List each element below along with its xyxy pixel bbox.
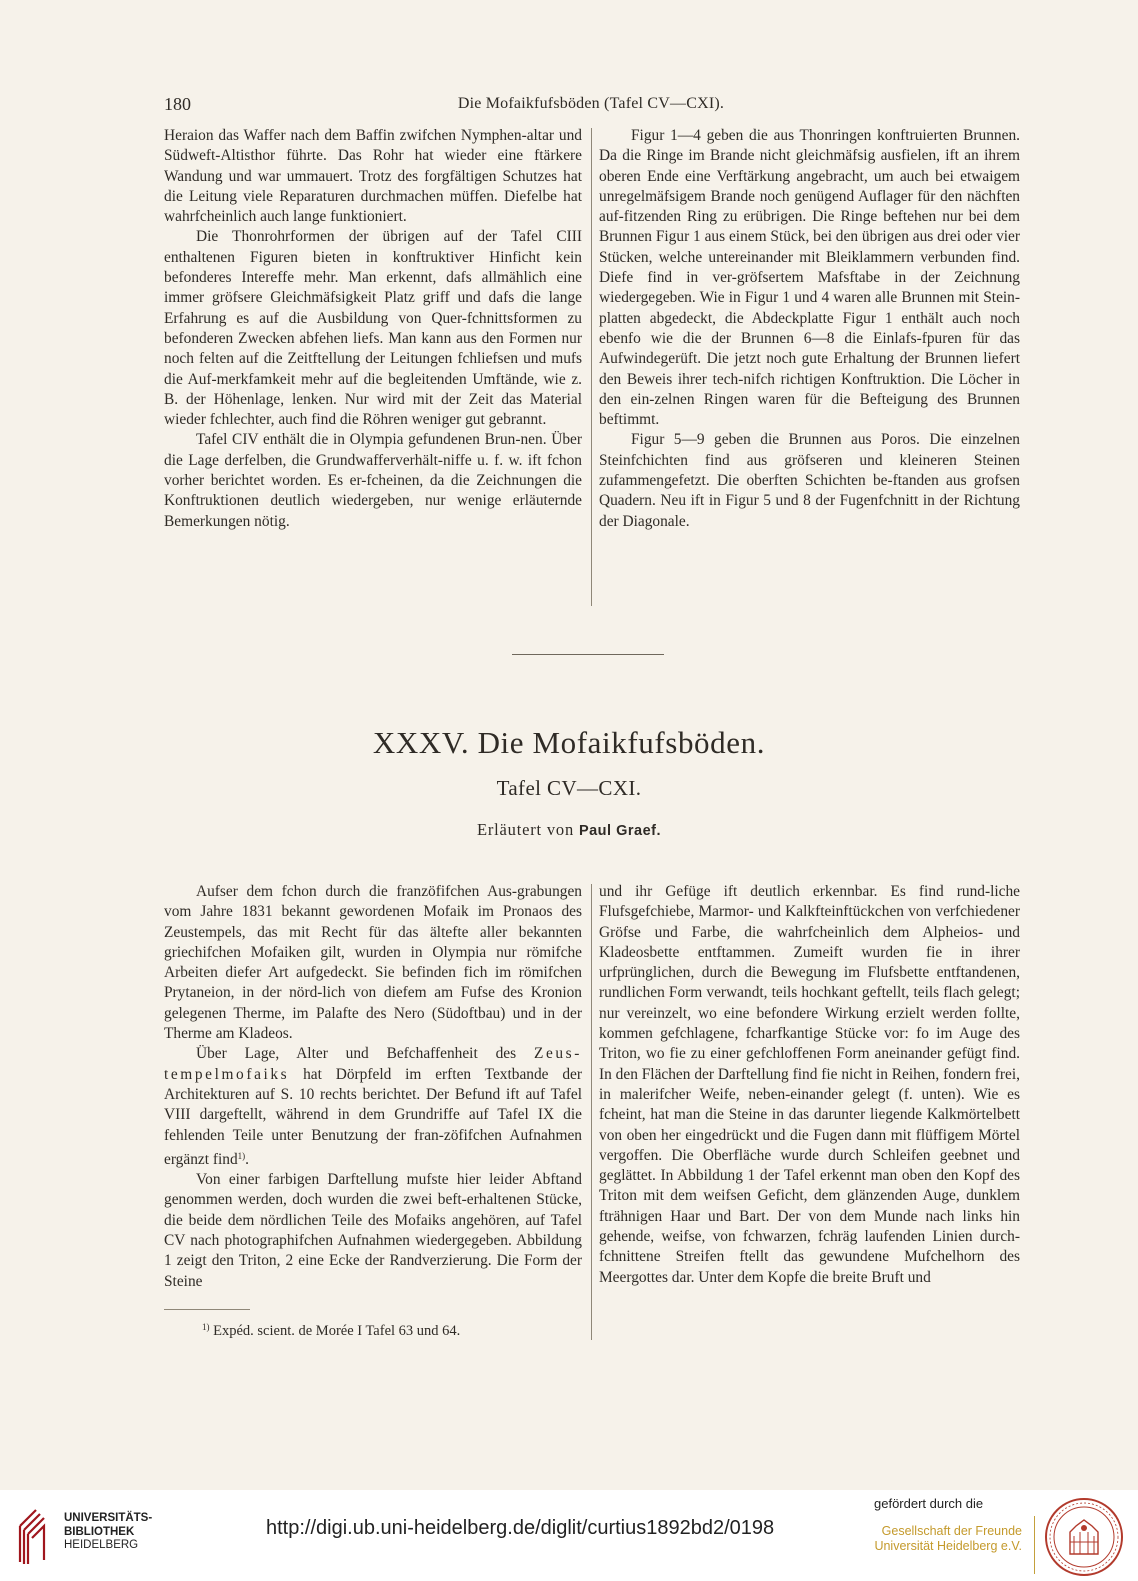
footnote-mark: 1) — [202, 1322, 210, 1332]
paragraph: Die Thonrohrformen der übrigen auf der Tafel CIII enthaltenen Figuren bieten in konftruktiver Hinficht kein befonderes Intereffe mehr. Man erkennt, dafs allmählich eine immer gröfsere Gleichmäfsigkeit Platz griff und dafs die lange Erfahrung es auf die Ausbildung von Quer-fchnittsformen zu befonderen Zwecken abfehen liefs. Man kann aus den Formen nur noch felten auf die Zeitftellung der Leitungen fchliefsen und mufs die Auf-merkfamkeit mehr auf die begleitenden Umftände, wie z. B. der Höhenlage, lenken. Nur wird mit der Zeit das Material wieder fchlechter, auch find die Röhren weniger gut gebrannt. — [164, 228, 582, 429]
running-header — [164, 94, 1018, 116]
text-run: . — [245, 1150, 250, 1168]
column-divider — [591, 884, 592, 1340]
university-seal-icon — [1042, 1496, 1126, 1578]
upper-right-column — [599, 126, 1020, 532]
lower-left-column — [164, 882, 582, 1292]
running-title: Die Mofaikfufsböden (Tafel CV—CXI). — [457, 95, 725, 112]
author-name: Paul Graef. — [578, 823, 661, 839]
text-run: hat Dörpfeld im erften Textbande der Architekturen auf S. 10 rechts berichtet. Der Befund ift auf Tafel VIII dargeftellt, während in dem Grundriffe auf Tafel IX die fehlenden Teile unter Benutzung der fran-zöfifchen Aufnahmen ergänzt find — [164, 1065, 582, 1168]
sponsor-name: Gesellschaft der Freunde Universität Heidelberg e.V. — [874, 1524, 1022, 1553]
sponsor-label: gefördert durch die — [874, 1496, 984, 1511]
sponsor-divider — [1034, 1516, 1035, 1574]
section-byline — [0, 820, 1138, 840]
text-run: Über Lage, Alter und Befchaffenheit des — [196, 1045, 517, 1063]
library-logo-icon — [14, 1502, 56, 1570]
section-subtitle: Tafel CV—CXI. — [496, 776, 642, 800]
paragraph — [164, 1044, 582, 1170]
paragraph: Heraion das Waffer nach dem Baffin zwifchen Nymphen-altar und Südweft-Altisthor führte. Das Rohr hat wieder eine ftärkere Wandung und war ummauert. Trotz des forgfältigen Schutzes hat die Leitung viele Reparaturen durchmachen müffen. Diefelbe hat wahrfcheinlich auch lange funktioniert. — [164, 127, 582, 226]
permalink-url[interactable]: http://digi.ub.uni-heidelberg.de/diglit/curtius1892bd2/0198 — [266, 1517, 775, 1539]
footnote-ref[interactable]: 1) — [237, 1150, 246, 1161]
paragraph: Aufser dem fchon durch die franzöfifchen Aus-grabungen vom Jahre 1831 bekannt gewordenen Mofaik im Pronaos des Zeustempels, das mit Recht für das ältefte aller bekannten griechifchen Mofaiken gilt, wurden in Olympia nur römifche Arbeiten diefer Art aufgedeckt. Sie befinden fich im römifchen Prytaneion, in der nörd-lich von diefem am Fufse des Kronion gelegenen Therme, im Palafte des Nero (Südoftbau) und in der Therme am Kladeos. — [164, 883, 582, 1043]
section-title: XXXV. Die Mofaikfufsböden. — [372, 725, 766, 760]
library-name: UNIVERSITÄTS- BIBLIOTHEK HEIDELBERG — [64, 1512, 153, 1551]
spaced-term: Zeus-tempelmofaiks — [164, 1045, 582, 1083]
paragraph: und ihr Gefüge ift deutlich erkennbar. Es find rund-liche Flufsgefchiebe, Marmor- und Kalkfteinftückchen von verfchiedener Gröfse und Farbe, die wahrfcheinlich dem Alpheios- und Kladeosbette entftammen. Zumeift wurden fie in ihrer urfprünglichen, durch die Bewegung im Flufsbette entftandenen, rundlichen Form verwandt, teils hochkant geftellt, teils flach gelegt; nur vereinzelt, wo eine befondere Wirkung erzielt werden follte, kommen gefchlagene, fcharfkantige Stücke vor: fo im Auge des Triton, wo fie zu einer gefchloffenen Form aneinander gefügt find. In den Flächen der Darftellung find fie nicht in Reihen, fondern frei, in malerifcher Weife, neben-einander gelegt (f. unten). Wie es fcheint, hat man die Steine in das darunter liegende Kalkmörtelbett von oben her eingedrückt und die Fugen dann mit flüffigem Mörtel vergoffen. Die Oberfläche wurde durch Schleifen geebnet und geglättet. In Abbildung 1 der Tafel erkennt man oben den Kopf des Triton mit dem weifsen Geficht, dem glänzenden Auge, dunklem fträhnigen Haar und Bart. Der von dem Munde nach links hin gehende, weifse, von fchwarzen, fchräg laufenden Linien durch-fchnittene Streifen ftellt das gewundene Mufchelhorn des Meergottes dar. Unter dem Kopfe die breite Bruft und — [599, 883, 1020, 1286]
section-separator — [512, 654, 664, 655]
byline-prefix: Erläutert von — [477, 820, 574, 839]
footnote-text: Expéd. scient. de Morée I Tafel 63 und 64. — [213, 1323, 461, 1339]
digitization-footer — [0, 1490, 1138, 1581]
paragraph: Figur 5—9 geben die Brunnen aus Poros. Die einzelnen Steinfchichten find aus gröfseren und kleineren Steinen zufammengefetzt. Die oberften Schichten be-ftanden aus grofsen Quadern. Neu ift in Figur 5 und 8 der Fugenfchnitt in der Richtung der Diagonale. — [599, 431, 1020, 530]
paragraph: Figur 1—4 geben die aus Thonringen konftruierten Brunnen. Da die Ringe im Brande nicht gleichmäfsig ausfielen, ift an ihrem oberen Ende eine Verftärkung angebracht, um auch bei etwaigem unregelmäfsigem Brande noch genügend Auflager für den nächften auf-fitzenden Ring zu erübrigen. Die Ringe beftehen nur bei dem Brunnen Figur 1 aus einem Stück, bei den übrigen aus drei oder vier Stücken, welche untereinander mit Bleiklammern verbunden find. Diefe find in ver-gröfsertem Mafsftabe in der Zeichnung wiedergegeben. Wie in Figur 1 und 4 waren alle Brunnen mit Stein-platten abgedeckt, die Abdeckplatte Figur 1 enthält auch noch ebenfo wie die der Brunnen 6—8 die Einlafs-fpuren für das Aufwindegerüft. Die jetzt noch gute Erhaltung der Brunnen liefert den Beweis ihrer tech-nifch richtigen Konftruktion. Die Löcher in den ein-zelnen Ringen waren für die Befteigung des Brunnen beftimmt. — [599, 127, 1021, 429]
upper-left-column — [164, 126, 582, 532]
page-number: 180 — [164, 94, 191, 114]
footnote-rule — [164, 1309, 250, 1310]
column-divider — [591, 128, 592, 606]
paragraph: Tafel CIV enthält die in Olympia gefundenen Brun-nen. Über die Lage derfelben, die Grundwafferverhält-niffe u. f. w. ift fchon vorher berichtet worden. Es er-fcheinen, da die Zeichnungen die Konftruktionen deutlich wiedergeben, nur wenige erläuternde Bemerkungen nötig. — [164, 431, 582, 530]
footnote — [202, 1322, 460, 1340]
lower-right-column — [599, 882, 1020, 1288]
paragraph: Von einer farbigen Darftellung mufste hier leider Abftand genommen werden, doch wurden die zwei beft-erhaltenen Stücke, die beide dem nördlichen Teile des Mofaiks angehören, auf Tafel CV nach photographifchen Aufnahmen wiedergegeben. Abbildung 1 zeigt den Triton, 2 eine Ecke der Randverzierung. Die Form der Steine — [164, 1171, 582, 1290]
